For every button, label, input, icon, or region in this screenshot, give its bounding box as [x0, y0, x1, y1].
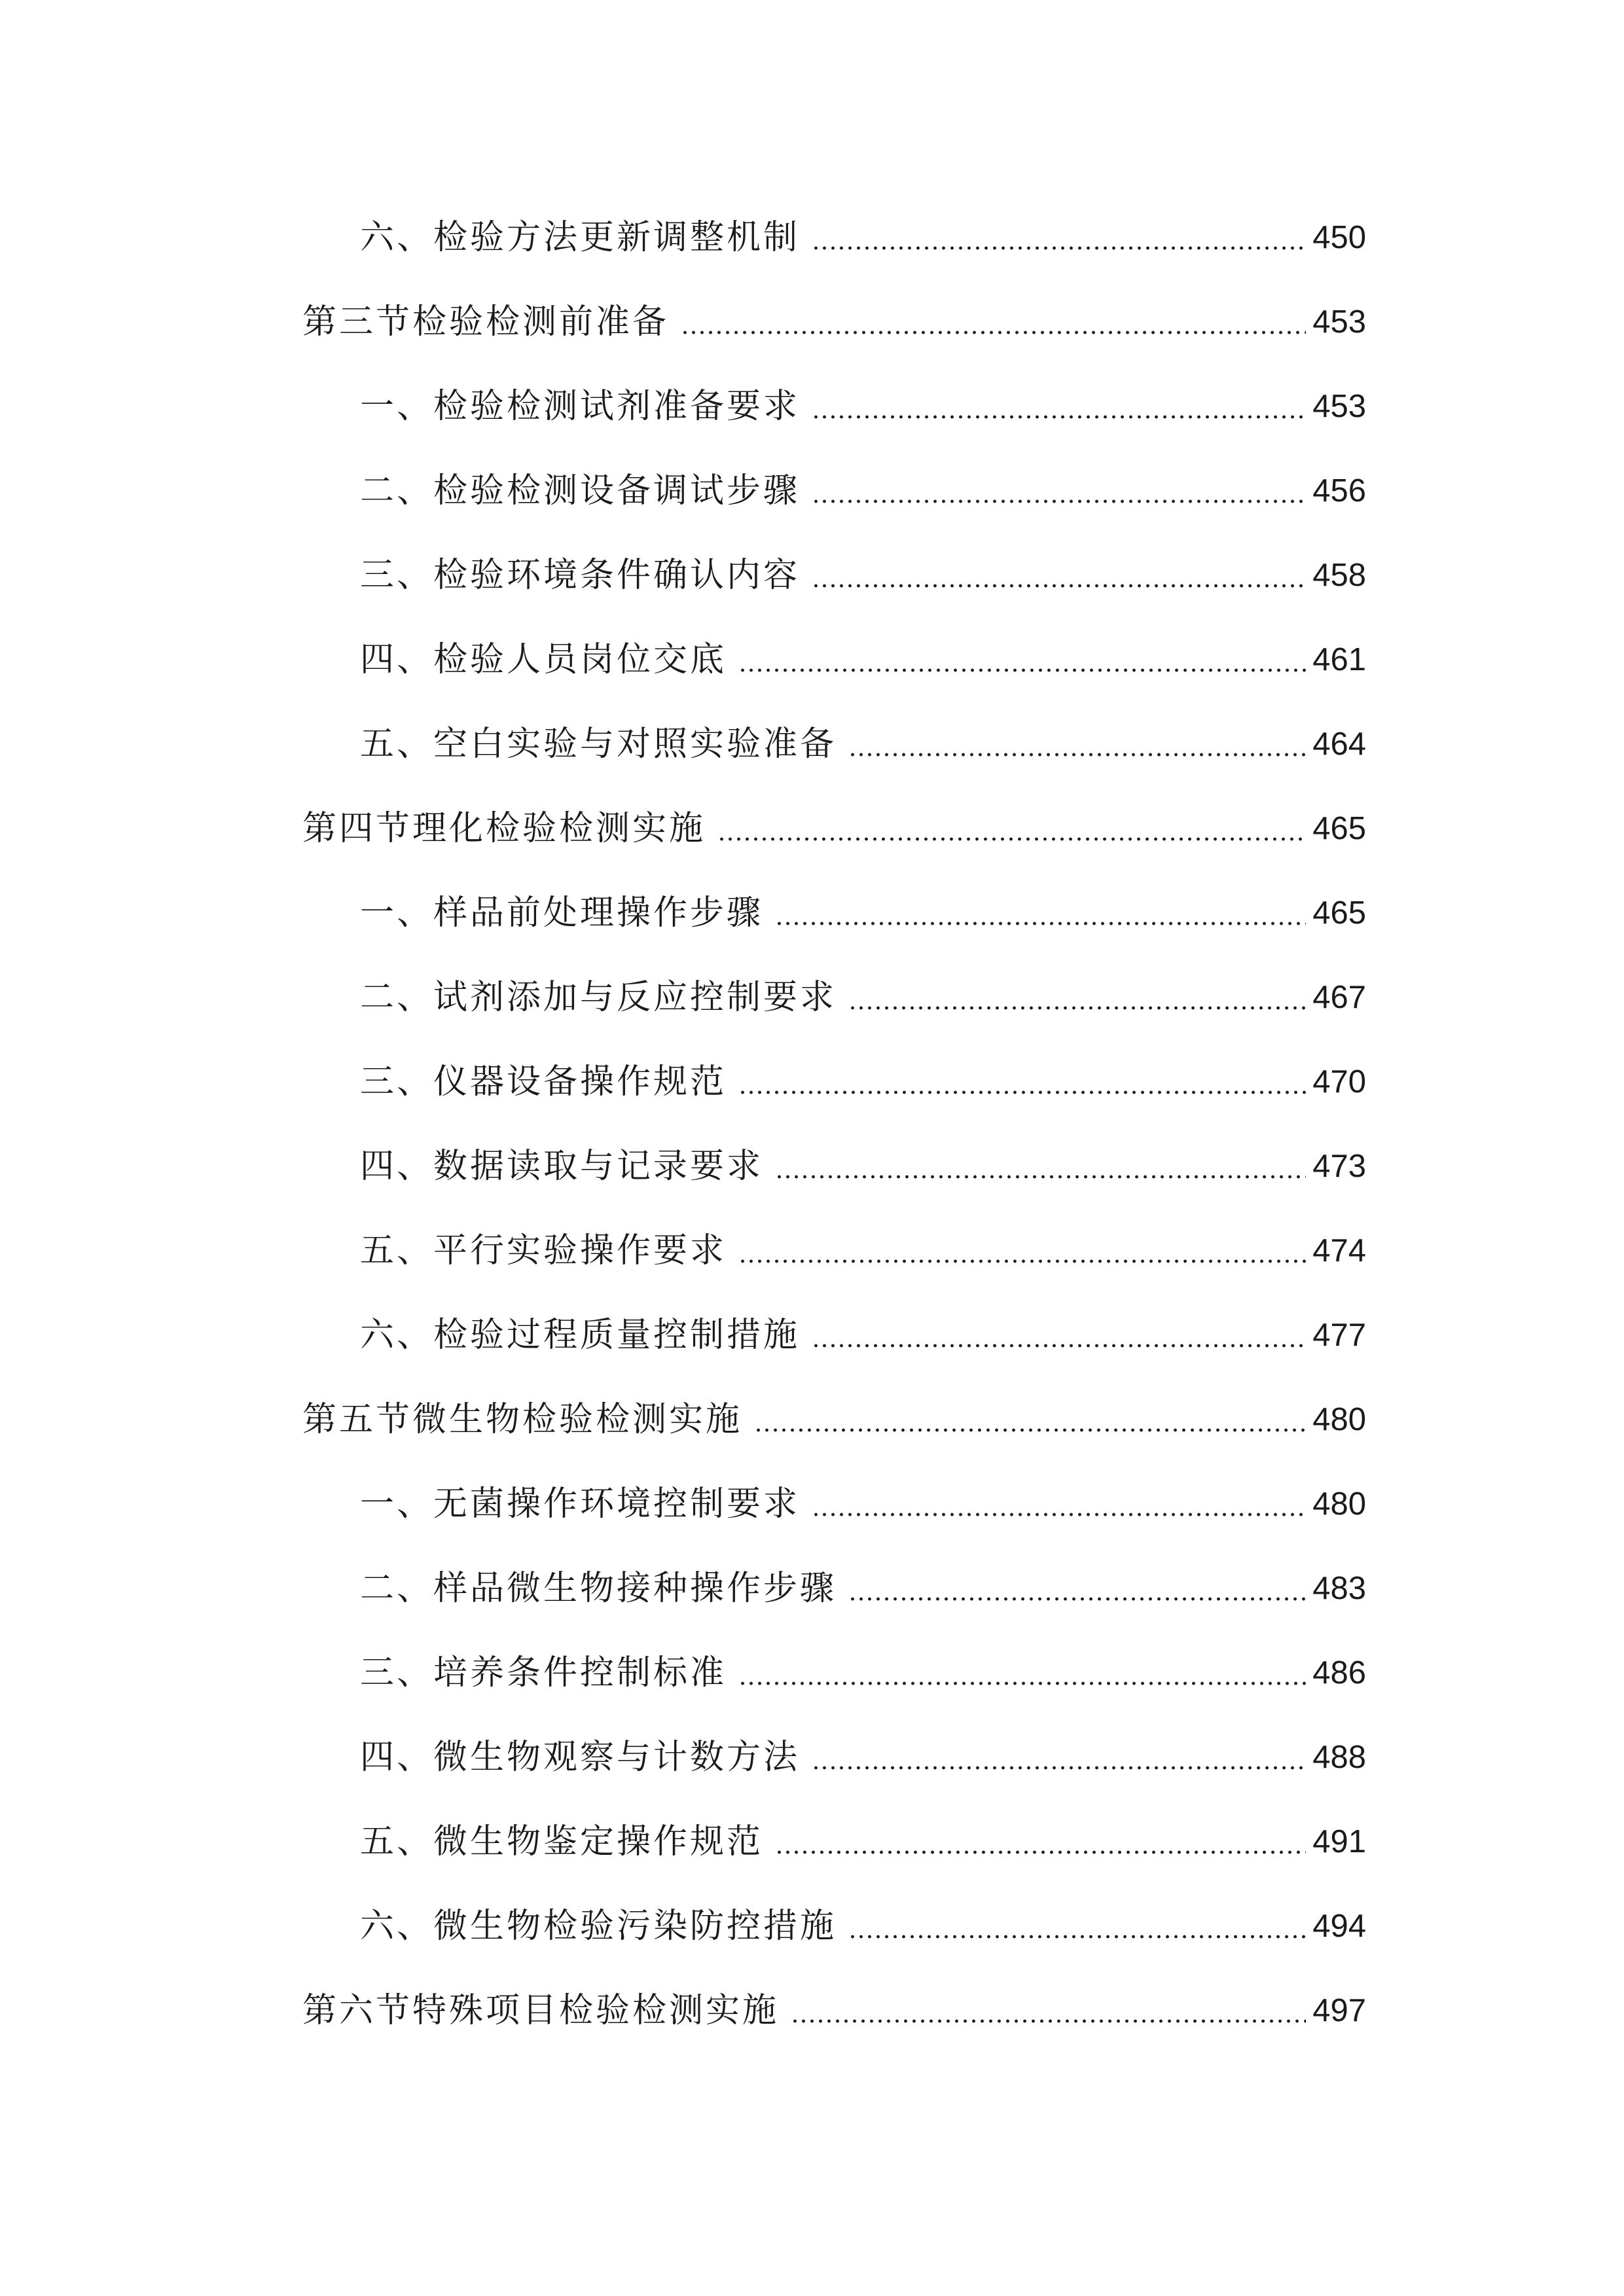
dot-leader [812, 1766, 1306, 1770]
toc-entry-link[interactable] [360, 374, 1366, 439]
toc-entry-link[interactable] [360, 1049, 1366, 1115]
toc-entry [0, 1556, 1624, 1621]
toc-entry-page: 467 [1312, 979, 1366, 1015]
toc-entry [0, 796, 1624, 861]
dot-leader [812, 1513, 1306, 1516]
toc-entry-title: 一、无菌操作环境控制要求 [360, 1484, 801, 1524]
dot-leader [812, 584, 1306, 588]
dot-leader [738, 668, 1306, 672]
dot-leader [775, 1850, 1306, 1854]
toc-entry [0, 458, 1624, 524]
dot-leader [812, 415, 1306, 419]
toc-entry-page: 470 [1312, 1064, 1366, 1100]
dot-leader [812, 499, 1306, 503]
toc-entry-link[interactable] [302, 289, 1366, 355]
toc-entry [0, 1978, 1624, 2043]
toc-entry [0, 1387, 1624, 1452]
toc-entry [0, 205, 1624, 270]
toc-entry [0, 1893, 1624, 1959]
toc-entry-title: 五、平行实验操作要求 [360, 1231, 727, 1270]
toc-entry [0, 1218, 1624, 1283]
toc-entry-page: 456 [1312, 473, 1366, 509]
toc-entry-title: 一、检验检测试剂准备要求 [360, 387, 801, 426]
dot-leader [791, 2019, 1306, 2023]
toc-entry [0, 543, 1624, 608]
toc-entry-title: 四、检验人员岗位交底 [360, 640, 727, 679]
toc-entry [0, 1471, 1624, 1537]
toc-entry-title: 第五节微生物检验检测实施 [302, 1400, 743, 1439]
toc-entry-page: 465 [1312, 810, 1366, 846]
toc-entry-link[interactable] [302, 1978, 1366, 2043]
toc-entry-page: 494 [1312, 1908, 1366, 1944]
toc-entry-page: 453 [1312, 304, 1366, 340]
toc-entry-page: 480 [1312, 1401, 1366, 1437]
dot-leader [848, 1006, 1306, 1010]
dot-leader [848, 1597, 1306, 1601]
toc-entry-title: 二、检验检测设备调试步骤 [360, 471, 801, 511]
toc-entry-link[interactable] [360, 965, 1366, 1030]
toc-entry-title: 五、微生物鉴定操作规范 [360, 1822, 764, 1861]
toc-entry-title: 六、检验方法更新调整机制 [360, 218, 801, 257]
dot-leader [848, 753, 1306, 757]
dot-leader [812, 1344, 1306, 1348]
toc-entry-page: 450 [1312, 219, 1366, 255]
toc-entry-page: 486 [1312, 1655, 1366, 1691]
toc-entry [0, 289, 1624, 355]
toc-entry-link[interactable] [360, 711, 1366, 777]
dot-leader [775, 922, 1306, 925]
toc-entry-link[interactable] [360, 1218, 1366, 1283]
toc-entry [0, 880, 1624, 946]
dot-leader [754, 1428, 1306, 1432]
toc-entry-link[interactable] [360, 1471, 1366, 1537]
dot-leader [848, 1935, 1306, 1939]
toc-entry-page: 453 [1312, 388, 1366, 424]
toc-entry-title: 第四节理化检验检测实施 [302, 809, 706, 848]
toc-entry-link[interactable] [302, 1387, 1366, 1452]
toc-entry [0, 1134, 1624, 1199]
dot-leader [681, 331, 1306, 334]
toc-entry-link[interactable] [360, 1893, 1366, 1959]
toc-entry-page: 480 [1312, 1486, 1366, 1522]
toc-entry-link[interactable] [360, 458, 1366, 524]
toc-entry-page: 461 [1312, 641, 1366, 677]
toc-entry-title: 三、检验环境条件确认内容 [360, 556, 801, 595]
toc-entry [0, 965, 1624, 1030]
toc-entry-link[interactable] [360, 1134, 1366, 1199]
toc-entry-page: 477 [1312, 1317, 1366, 1353]
toc-entry-link[interactable] [360, 1809, 1366, 1874]
toc-entry [0, 627, 1624, 692]
toc-entry-page: 474 [1312, 1232, 1366, 1268]
toc-entry-page: 497 [1312, 1992, 1366, 2028]
dot-leader [717, 837, 1306, 841]
toc-entry-page: 458 [1312, 557, 1366, 593]
dot-leader [738, 1090, 1306, 1094]
dot-leader [738, 1681, 1306, 1685]
toc-entry-title: 三、培养条件控制标准 [360, 1653, 727, 1693]
toc-entry [0, 1302, 1624, 1368]
toc-entry [0, 1640, 1624, 1706]
toc-entry-page: 464 [1312, 726, 1366, 762]
toc-entry-link[interactable] [360, 1302, 1366, 1368]
toc-entry-title: 四、数据读取与记录要求 [360, 1147, 764, 1186]
dot-leader [775, 1175, 1306, 1179]
toc-entry-link[interactable] [360, 205, 1366, 270]
dot-leader [812, 246, 1306, 250]
toc-entry-title: 第六节特殊项目检验检测实施 [302, 1991, 780, 2030]
toc-entry [0, 1049, 1624, 1115]
toc-entry-title: 二、试剂添加与反应控制要求 [360, 978, 837, 1017]
toc-entry-page: 488 [1312, 1739, 1366, 1775]
toc-entry-title: 一、样品前处理操作步骤 [360, 893, 764, 933]
toc-entry-link[interactable] [302, 796, 1366, 861]
toc-entry-title: 六、微生物检验污染防控措施 [360, 1907, 837, 1946]
toc-entry [0, 1809, 1624, 1874]
toc-entry-title: 第三节检验检测前准备 [302, 302, 670, 342]
toc-entry-page: 483 [1312, 1570, 1366, 1606]
toc-entry-title: 四、微生物观察与计数方法 [360, 1738, 801, 1777]
toc-entry [0, 374, 1624, 439]
dot-leader [738, 1259, 1306, 1263]
toc-entry-page: 473 [1312, 1148, 1366, 1184]
toc-entry-link[interactable] [360, 1725, 1366, 1790]
toc-entry-title: 六、检验过程质量控制措施 [360, 1316, 801, 1355]
toc-entry-page: 491 [1312, 1823, 1366, 1859]
toc-entry-link[interactable] [360, 627, 1366, 692]
toc-entry-link[interactable] [360, 1556, 1366, 1621]
toc-entry-page: 465 [1312, 895, 1366, 931]
toc-entry-link[interactable] [360, 880, 1366, 946]
toc-entry-title: 三、仪器设备操作规范 [360, 1062, 727, 1102]
toc-entry [0, 711, 1624, 777]
toc-entry [0, 1725, 1624, 1790]
toc-entry-link[interactable] [360, 1640, 1366, 1706]
toc-entry-title: 五、空白实验与对照实验准备 [360, 725, 837, 764]
toc-entry-title: 二、样品微生物接种操作步骤 [360, 1569, 837, 1608]
toc-entry-link[interactable] [360, 543, 1366, 608]
